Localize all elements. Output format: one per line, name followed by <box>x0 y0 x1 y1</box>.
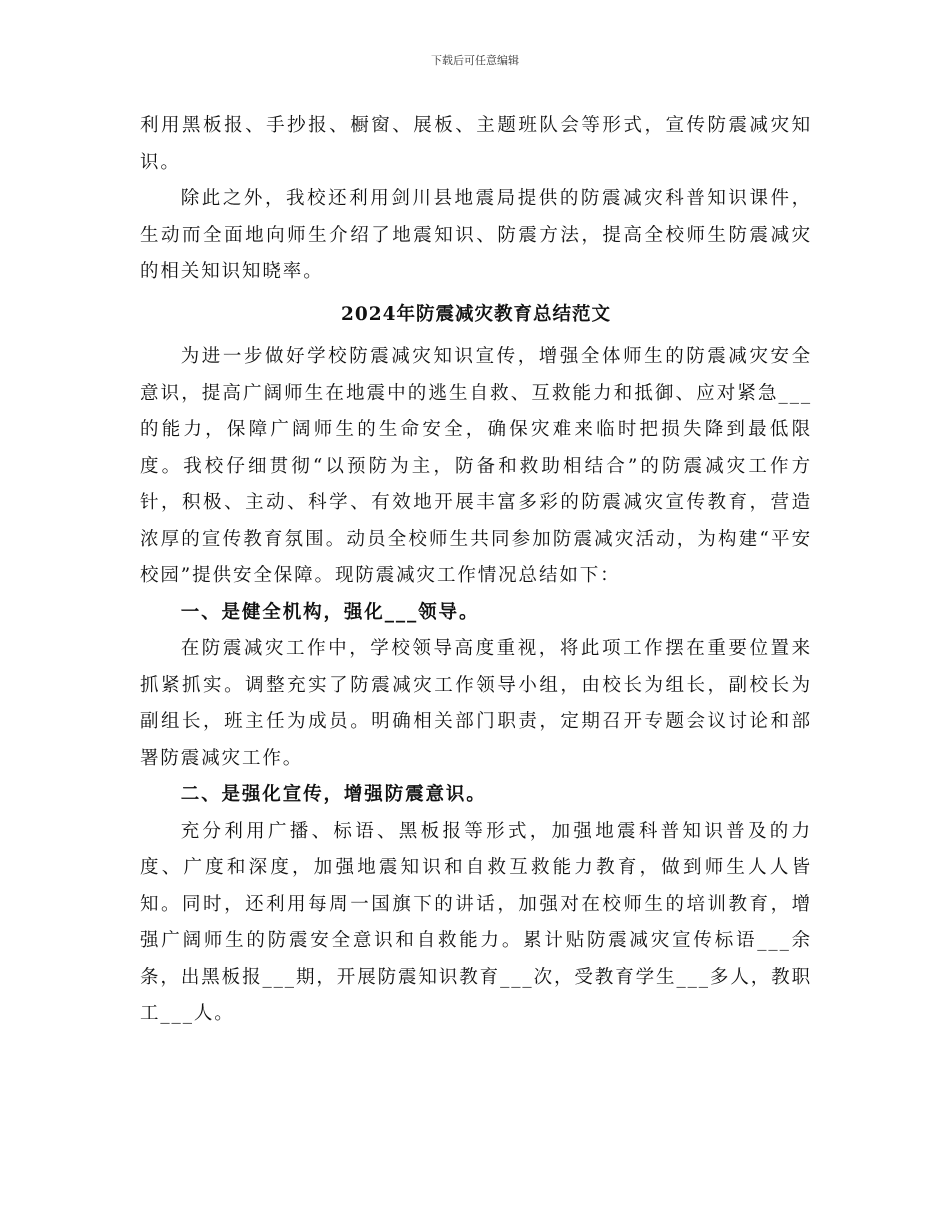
paragraph-2: 除此之外，我校还利用剑川县地震局提供的防震减灾科普知识课件，生动而全面地向师生介绍了地震知识、防震方法，提高全校师生防震减灾的相关知识知晓率。 <box>140 188 812 282</box>
paragraph-3: 为进一步做好学校防震减灾知识宣传，增强全体师生的防震减灾安全意识，提高广阔师生在地震中的逃生自救、互救能力和抵御、应对紧急___的能力，保障广阔师生的生命安全，确保灾难来临时把损失降到最低限度。我校仔细贯彻“以预防为主，防备和救助相结合”的防震减灾工作方针，积极、主动、科学、有效地开展丰富多彩的防震减灾宣传教育，营造浓厚的宣传教育氛围。动员全校师生共同参加防震减灾活动，为构建“平安校园”提供安全保障。现防震减灾工作情况总结如下： <box>140 346 812 586</box>
paragraph-4: 在防震减灾工作中，学校领导高度重视，将此项工作摆在重要位置来抓紧抓实。调整充实了防震减灾工作领导小组，由校长为组长，副校长为副组长，班主任为成员。明确相关部门职责，定期召开专题会议讨论和部署防震减灾工作。 <box>140 638 812 769</box>
document-body <box>140 108 812 1033</box>
paragraph-1: 利用黑板报、手抄报、橱窗、展板、主题班队会等形式，宣传防震减灾知识。 <box>140 115 812 173</box>
page-header: 下载后可任意编辑 <box>431 54 519 67</box>
section-heading-2: 二、是强化宣传，增强防震意识。 <box>180 784 487 805</box>
paragraph-5: 充分利用广播、标语、黑板报等形式，加强地震科普知识普及的力度、广度和深度，加强地震知识和自救互救能力教育，做到师生人人皆知。同时，还利用每周一国旗下的讲话，加强对在校师生的培训教育，增强广阔师生的防震安全意识和自救能力。累计贴防震减灾宣传标语___余条，出黑板报___期，开展防震知识教育___次，受教育学生___多人，教职工___人。 <box>140 820 812 1024</box>
document-title: 2024年防震减灾教育总结范文 <box>341 303 611 325</box>
section-heading-1: 一、是健全机构，强化___领导。 <box>180 601 480 623</box>
